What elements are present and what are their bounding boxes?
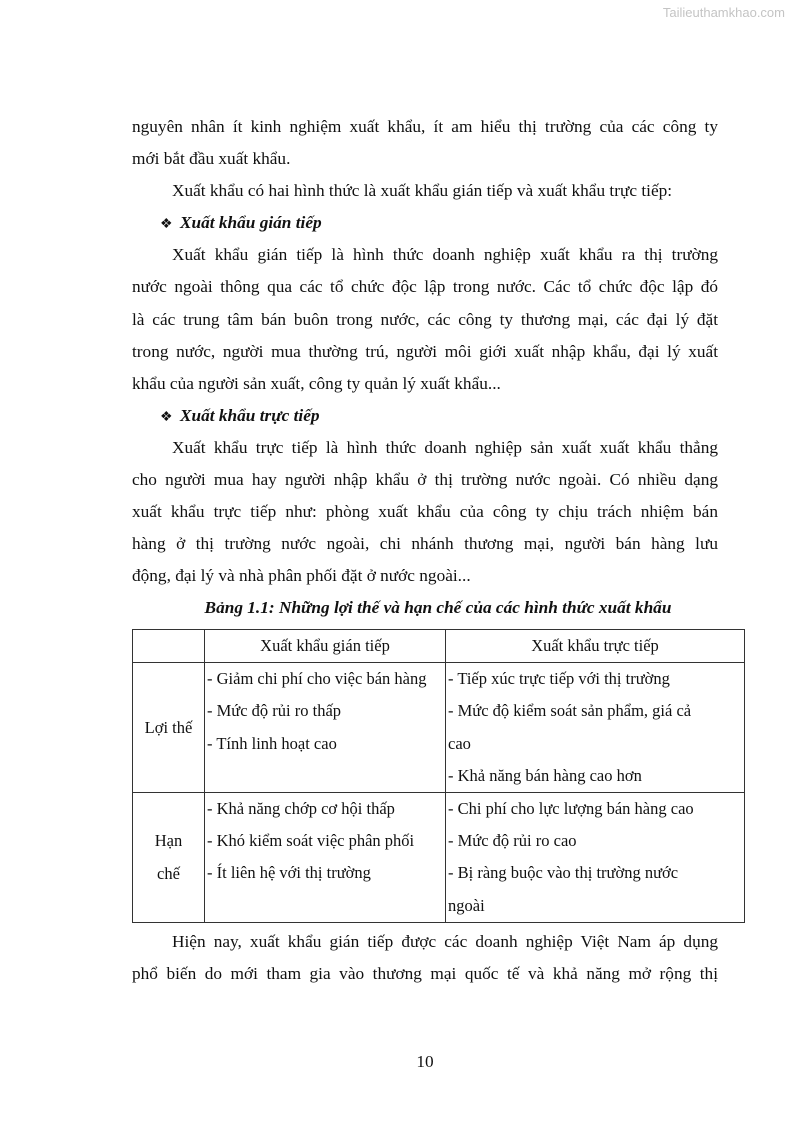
- closing-paragraph: [132, 926, 718, 990]
- cell-line: - Ít liên hệ với thị trường: [207, 863, 371, 883]
- cell-line: - Mức độ rủi ro cao: [448, 831, 577, 851]
- cell-line: - Tính linh hoạt cao: [207, 733, 337, 753]
- table-row: [133, 663, 745, 793]
- direct-cell: [446, 793, 745, 923]
- text-line: Xuất khẩu trực tiếp là hình thức doanh nghiệp sản xuất xuất khẩu thẳng: [172, 437, 718, 457]
- text-line: hàng ở thị trường nước ngoài, chi nhánh thương mại, người bán hàng lưu: [132, 534, 718, 554]
- cell-line: cao: [448, 733, 471, 753]
- cell-line: - Mức độ kiểm soát sản phẩm, giá cả: [448, 701, 692, 721]
- cell-line: - Khó kiểm soát việc phân phối: [207, 831, 415, 851]
- indirect-cell: [205, 663, 446, 793]
- text-line: phổ biến do mới tham gia vào thương mại quốc tế và khả năng mở rộng thị: [132, 964, 718, 984]
- text-line: trong nước, người mua thường trú, người môi giới xuất nhập khẩu, đại lý xuất: [132, 341, 718, 361]
- text-line: khẩu của người sản xuất, công ty quản lý xuất khẩu...: [132, 373, 501, 393]
- cell-line: Lợi thế: [144, 717, 193, 737]
- text-line: Xuất khẩu có hai hình thức là xuất khẩu gián tiếp và xuất khẩu trực tiếp:: [172, 181, 673, 201]
- diamond-bullet-icon: ❖: [160, 409, 173, 425]
- cell-line: - Chi phí cho lực lượng bán hàng cao: [448, 799, 694, 819]
- page-number: 10: [416, 1052, 434, 1071]
- text-line: cho người mua hay người nhập khẩu ở thị trường nước ngoài. Có nhiều dạng: [132, 470, 718, 490]
- indirect-cell: [205, 793, 446, 923]
- comparison-table: [132, 629, 745, 923]
- table-header-row: [133, 630, 745, 663]
- cell-line: - Giảm chi phí cho việc bán hàng: [207, 669, 427, 689]
- text-line: nguyên nhân ít kinh nghiệm xuất khẩu, ít am hiểu thị trường của các công ty: [132, 117, 718, 136]
- row-label: [133, 793, 205, 923]
- diamond-bullet-icon: ❖: [160, 217, 173, 233]
- text-line: Xuất khẩu gián tiếp là hình thức doanh nghiệp xuất khẩu ra thị trường: [172, 245, 718, 265]
- table-header-cell: [133, 630, 205, 663]
- cell-line: Hạn: [154, 831, 183, 851]
- text-line: động, đại lý và nhà phân phối đặt ở nước ngoài...: [132, 566, 471, 586]
- table-row: [133, 793, 745, 923]
- cell-line: chế: [157, 863, 180, 883]
- table-header-cell: Xuất khẩu trực tiếp: [446, 630, 745, 663]
- direct-cell: [446, 663, 745, 793]
- cell-line: - Tiếp xúc trực tiếp với thị trường: [448, 669, 670, 689]
- cell-line: - Bị ràng buộc vào thị trường nước: [448, 863, 679, 883]
- table-header-cell: Xuất khẩu gián tiếp: [205, 630, 446, 663]
- text-line: Hiện nay, xuất khẩu gián tiếp được các doanh nghiệp Việt Nam áp dụng: [172, 932, 718, 951]
- text-line: xuất khẩu trực tiếp như: phòng xuất khẩu của công ty chịu trách nhiệm bán: [132, 502, 718, 522]
- table-caption: Bảng 1.1: Những lợi thế và hạn chế của các hình thức xuất khẩu: [204, 598, 672, 618]
- text-line: nước ngoài thông qua các tổ chức độc lập trong nước. Các tổ chức độc lập đó: [132, 277, 718, 297]
- cell-line: - Mức độ rủi ro thấp: [207, 701, 342, 721]
- watermark: Tailieuthamkhao.com: [662, 5, 785, 20]
- cell-line: - Khả năng bán hàng cao hơn: [448, 765, 642, 785]
- text-line: mới bắt đầu xuất khẩu.: [132, 149, 291, 169]
- document-body: [132, 111, 718, 625]
- heading-text: Xuất khẩu gián tiếp: [180, 213, 322, 233]
- section-heading: [132, 207, 718, 239]
- row-label: [133, 663, 205, 793]
- heading-text: Xuất khẩu trực tiếp: [180, 405, 320, 425]
- cell-line: - Khả năng chớp cơ hội thấp: [207, 799, 395, 819]
- text-line: là các trung tâm bán buôn trong nước, các công ty thương mại, các đại lý đặt: [132, 309, 718, 329]
- section-heading: [132, 400, 718, 432]
- cell-line: ngoài: [448, 895, 485, 915]
